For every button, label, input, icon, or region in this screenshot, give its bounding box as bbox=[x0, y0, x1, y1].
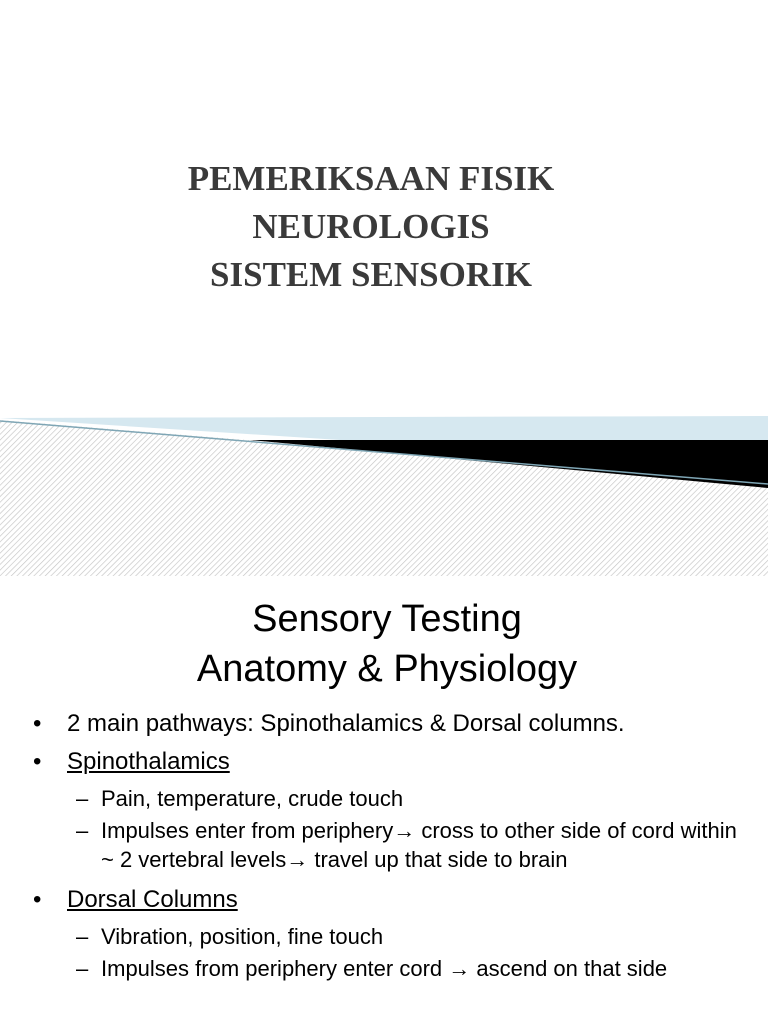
bullet-item bbox=[0, 884, 768, 915]
bullet-item bbox=[0, 746, 768, 777]
title-line: Sensory Testing bbox=[252, 598, 522, 640]
sub-bullet-text: Vibration, position, fine touch bbox=[101, 924, 384, 949]
sub-bullet-text: Pain, temperature, crude touch bbox=[101, 786, 404, 811]
bullet-heading: Dorsal Columns bbox=[67, 886, 238, 913]
title-line: PEMERIKSAAN FISIK bbox=[187, 159, 555, 198]
bullet-glyph: • bbox=[33, 748, 42, 775]
content-slide bbox=[0, 576, 768, 1024]
title-line: NEUROLOGIS bbox=[252, 207, 490, 246]
dash-glyph: – bbox=[76, 786, 89, 811]
sub-bullet-item bbox=[0, 922, 768, 951]
bullet-list bbox=[0, 708, 768, 986]
title-line: Anatomy & Physiology bbox=[196, 648, 578, 690]
decorative-band bbox=[0, 400, 768, 576]
sub-bullet-item bbox=[0, 784, 768, 813]
bullet-heading: Spinothalamics bbox=[67, 748, 230, 775]
dash-glyph: – bbox=[76, 924, 89, 949]
sub-bullet-text: Impulses from periphery enter cord → ascend on that side bbox=[101, 956, 668, 981]
sub-bullet-item bbox=[0, 954, 768, 983]
bullet-item bbox=[0, 708, 768, 739]
bullet-glyph: • bbox=[33, 886, 42, 913]
bullet-glyph: • bbox=[33, 710, 42, 737]
sub-bullet-item bbox=[0, 816, 768, 874]
bullet-text: 2 main pathways: Spinothalamics & Dorsal columns. bbox=[67, 710, 625, 737]
title-line: SISTEM SENSORIK bbox=[210, 255, 532, 294]
slide-title bbox=[0, 155, 742, 299]
dash-glyph: – bbox=[76, 818, 89, 843]
dash-glyph: – bbox=[76, 956, 89, 981]
slide-title bbox=[0, 594, 768, 694]
sub-bullet-text: Impulses enter from periphery→ cross to other side of cord within ~ 2 vertebral levels→ travel up that side to brain bbox=[101, 818, 737, 872]
